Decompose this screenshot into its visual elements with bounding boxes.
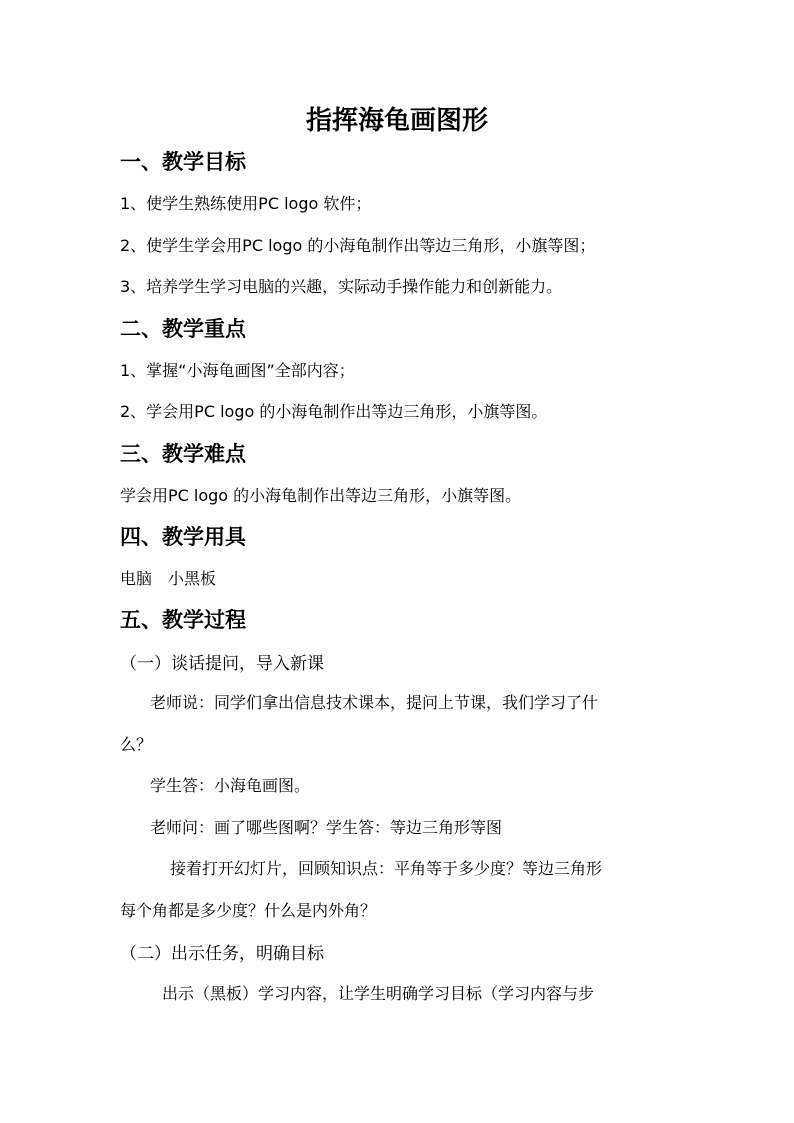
objective-item: 1、使学生熟练使用PC logo 软件； <box>120 194 372 213</box>
key-point-item: 2、学会用PC logo 的小海龟制作出等边三角形，小旗等图。 <box>120 402 548 421</box>
tools-text: 电脑 小黑板 <box>120 569 217 588</box>
key-point-item: 1、掌握“小海龟画图”全部内容； <box>120 361 355 380</box>
section-heading-key-points: 二、教学重点 <box>120 317 246 341</box>
difficulty-text: 学会用PC logo 的小海龟制作出等边三角形，小旗等图。 <box>120 486 522 505</box>
section-heading-objectives: 一、教学目标 <box>120 150 246 174</box>
paragraph-line: 老师说：同学们拿出信息技术课本，提问上节课，我们学习了什 <box>150 693 599 712</box>
section-heading-tools: 四、教学用具 <box>120 525 246 549</box>
section-heading-process: 五、教学过程 <box>120 608 246 632</box>
paragraph-line: 老师问：画了哪些图啊？学生答：等边三角形等图 <box>150 818 503 837</box>
paragraph-line: 接着打开幻灯片，回顾知识点：平角等于多少度？等边三角形 <box>170 859 603 878</box>
paragraph-line: 学生答：小海龟画图。 <box>150 776 311 795</box>
objective-item: 3、培养学生学习电脑的兴趣，实际动手操作能力和创新能力。 <box>120 277 563 296</box>
process-subheading: （二）出示任务，明确目标 <box>120 944 324 964</box>
objective-item: 2、使学生学会用PC logo 的小海龟制作出等边三角形，小旗等图； <box>120 236 596 255</box>
paragraph-line: 出示（黑板）学习内容，让学生明确学习目标（学习内容与步 <box>162 984 595 1003</box>
process-subheading: （一）谈话提问，导入新课 <box>120 654 324 674</box>
paragraph-line: 每个角都是多少度？什么是内外角？ <box>120 901 377 920</box>
paragraph-line: 么？ <box>120 735 153 754</box>
section-heading-difficulties: 三、教学难点 <box>120 442 246 466</box>
document-title: 指挥海龟画图形 <box>305 106 488 136</box>
